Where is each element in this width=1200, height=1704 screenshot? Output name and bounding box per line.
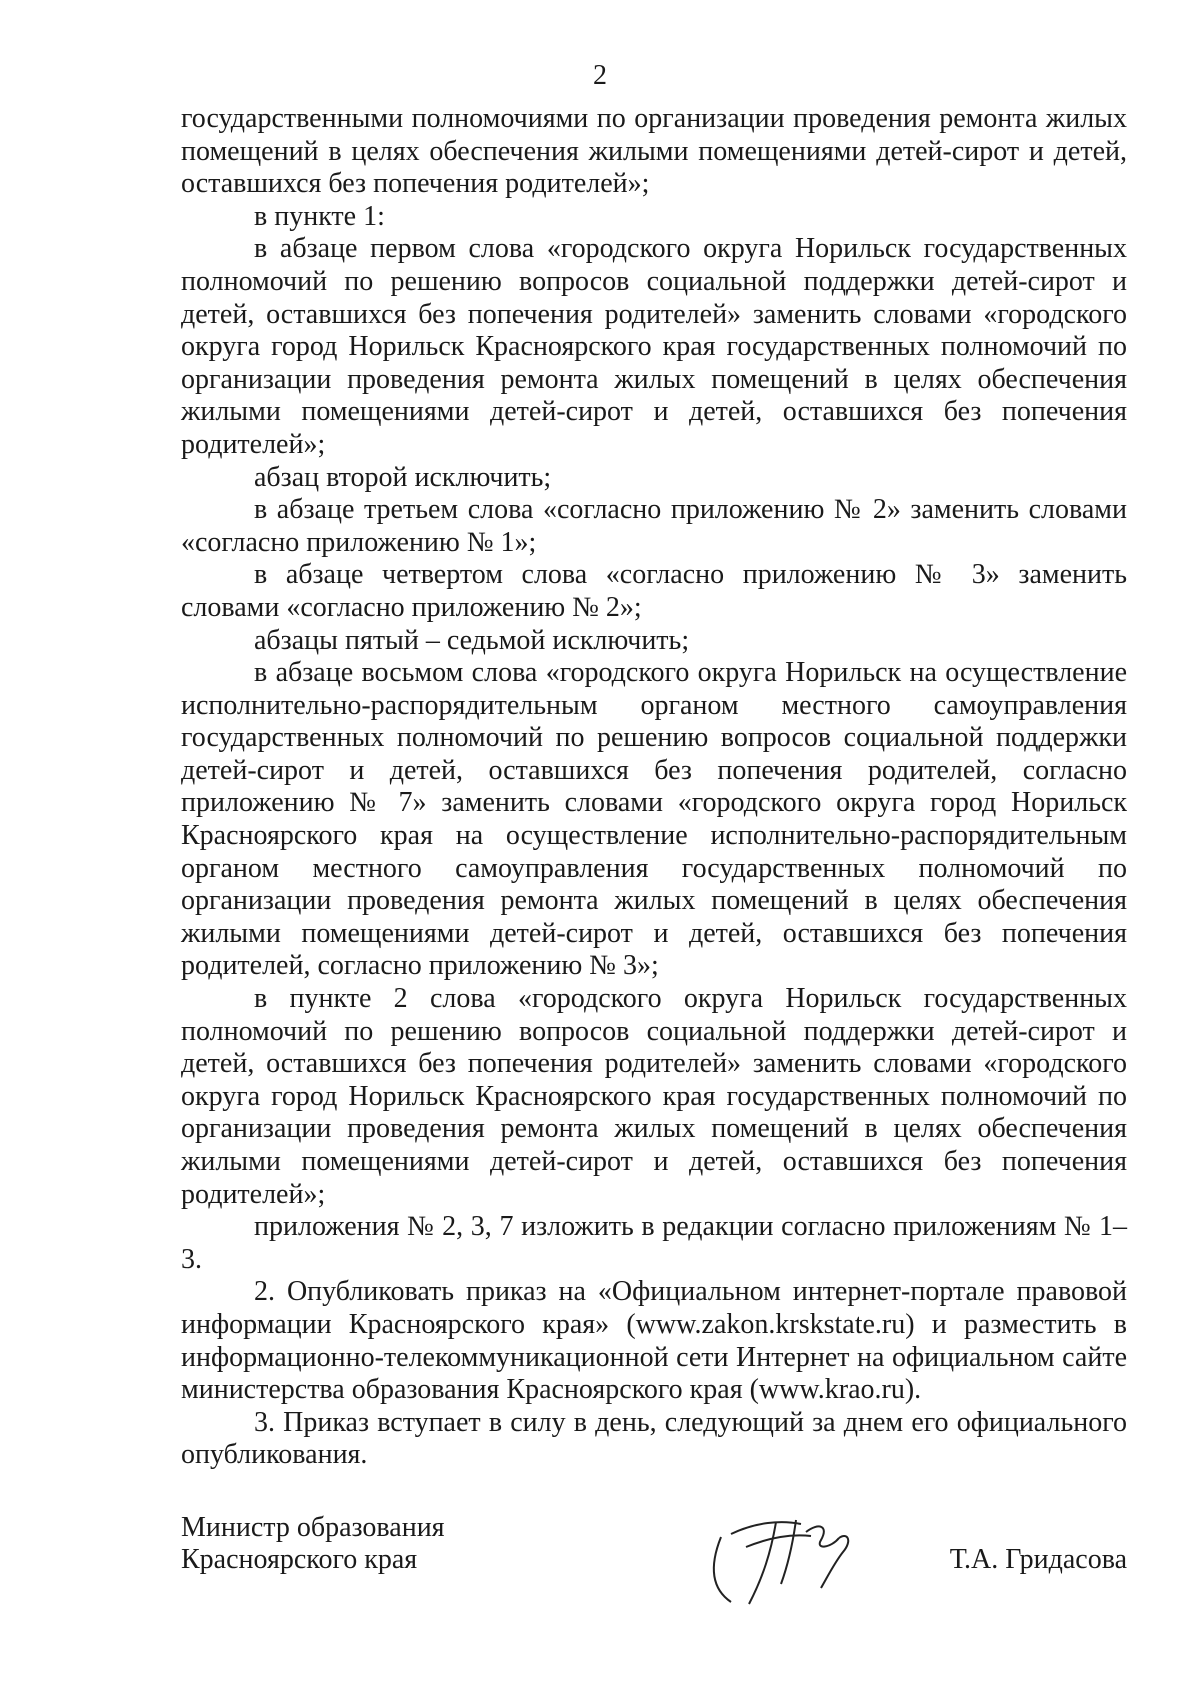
paragraph-point-1-heading: в пункте 1: <box>254 200 385 232</box>
paragraph-fourth-abzats: в абзаце четвертом слова «согласно приложению № 3» заменить словами «согласно приложению № 2»; <box>181 559 1127 623</box>
paragraph-publish: 2. Опубликовать приказ на «Официальном интернет-портале правовой информации Красноярского края» (www.zakon.krskstate.ru) и разместить в информационно-телекоммуникационной сети Интернет на официальном сайте министерства образования Красноярского края (www.krao.ru). <box>181 1276 1127 1406</box>
paragraph-eighth-abzats: в абзаце восьмом слова «городского округа Норильск на осуществление исполнительно-распорядительным органом местного самоуправления государственных полномочий по решению вопросов социальной поддержки детей-сирот и детей, оставшихся без попечения родителей, согласно приложению № 7» заменить словами «городского округа город Норильск Красноярского края на осуществление исполнительно-распорядительным органом местного самоуправления государственных полномочий по организации проведения ремонта жилых помещений в целях обеспечения жилыми помещениями детей-сирот и детей, оставшихся без попечения родителей, согласно приложению № 3»; <box>181 657 1127 982</box>
paragraph-second-abzats: абзац второй исключить; <box>254 461 552 493</box>
document-body <box>181 103 1127 1472</box>
signatory-title <box>181 1512 445 1576</box>
paragraph-appendices: приложения № 2, 3, 7 изложить в редакции согласно приложениям № 1–3. <box>181 1211 1127 1275</box>
signatory-title-line-2: Красноярского края <box>181 1544 418 1575</box>
paragraph-first-abzats: в абзаце первом слова «городского округа Норильск государственных полномочий по решению вопросов социальной поддержки детей-сирот и детей, оставшихся без попечения родителей» заменить словами «городского округа город Норильск Красноярского края государственных полномочий по организации проведения ремонта жилых помещений в целях обеспечения жилыми помещениями детей-сирот и детей, оставшихся без попечения родителей»; <box>181 233 1127 460</box>
signatory-title-line-1: Министр образования <box>181 1512 445 1543</box>
paragraph-third-abzats: в абзаце третьем слова «согласно приложению № 2» заменить словами «согласно приложению № 1»; <box>181 494 1127 558</box>
paragraph-point-2: в пункте 2 слова «городского округа Норильск государственных полномочий по решению вопросов социальной поддержки детей-сирот и детей, оставшихся без попечения родителей» заменить словами «городского округа город Норильск Красноярского края государственных полномочий по организации проведения ремонта жилых помещений в целях обеспечения жилыми помещениями детей-сирот и детей, оставшихся без попечения родителей»; <box>181 983 1127 1210</box>
page-number: 2 <box>593 60 607 91</box>
handwritten-signature <box>701 1492 871 1612</box>
paragraph-effective: 3. Приказ вступает в силу в день, следующий за днем его официального опубликования. <box>181 1406 1127 1471</box>
paragraph-continuation: государственными полномочиями по организации проведения ремонта жилых помещений в целях обеспечения жилыми помещениями детей-сирот и детей, оставшихся без попечения родителей»; <box>181 103 1127 200</box>
signatory-name: Т.А. Гридасова <box>949 1544 1127 1575</box>
signature-block <box>181 1512 1127 1632</box>
paragraph-fifth-seventh-abzats: абзацы пятый – седьмой исключить; <box>254 624 690 656</box>
